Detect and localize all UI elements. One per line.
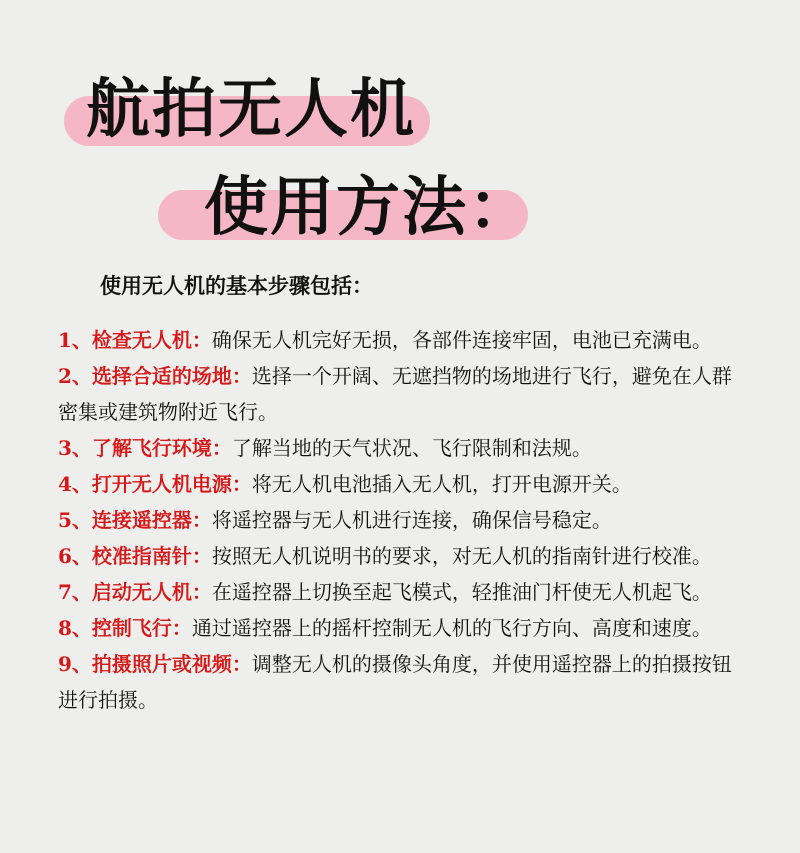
step-text: 确保无人机完好无损，各部件连接牢固，电池已充满电。 [211, 328, 712, 352]
step-item [58, 574, 740, 610]
step-label: 7、启动无人机： [58, 580, 212, 604]
step-label: 6、校准指南针： [58, 544, 212, 568]
step-label: 8、控制飞行： [58, 616, 192, 640]
step-text: 将无人机电池插入无人机，打开电源开关。 [251, 472, 632, 496]
step-text: 了解当地的天气状况、飞行限制和法规。 [231, 436, 592, 460]
step-text: 在遥控器上切换至起飞模式，轻推油门杆使无人机起飞。 [211, 580, 712, 604]
step-item [58, 322, 740, 358]
step-text: 调整无人机的摄像头角度，并使用遥控器上的拍摄按钮进行拍摄。 [58, 652, 732, 712]
step-item [58, 538, 740, 574]
step-text: 通过遥控器上的摇杆控制无人机的飞行方向、高度和速度。 [191, 616, 712, 640]
steps-list [58, 322, 740, 718]
step-label: 1、检查无人机： [58, 328, 212, 352]
step-item [58, 502, 740, 538]
step-label: 4、打开无人机电源： [58, 472, 252, 496]
step-item [58, 430, 740, 466]
step-item [58, 610, 740, 646]
step-text: 按照无人机说明书的要求，对无人机的指南针进行校准。 [211, 544, 712, 568]
page-title-line-2: 使用方法： [204, 171, 534, 245]
step-item [58, 466, 740, 502]
page-title-line-1: 航拍无人机 [86, 73, 416, 147]
step-label: 3、了解飞行环境： [58, 436, 232, 460]
step-label: 9、拍摄照片或视频： [58, 652, 252, 676]
step-label: 2、选择合适的场地： [58, 364, 252, 388]
step-item [58, 358, 740, 430]
step-text: 将遥控器与无人机进行连接，确保信号稳定。 [211, 508, 612, 532]
step-item [58, 646, 740, 718]
step-text: 选择一个开阔、无遮挡物的场地进行飞行，避免在人群密集或建筑物附近飞行。 [58, 364, 732, 424]
step-label: 5、连接遥控器： [58, 508, 212, 532]
intro-text: 使用无人机的基本步骤包括： [100, 274, 373, 298]
